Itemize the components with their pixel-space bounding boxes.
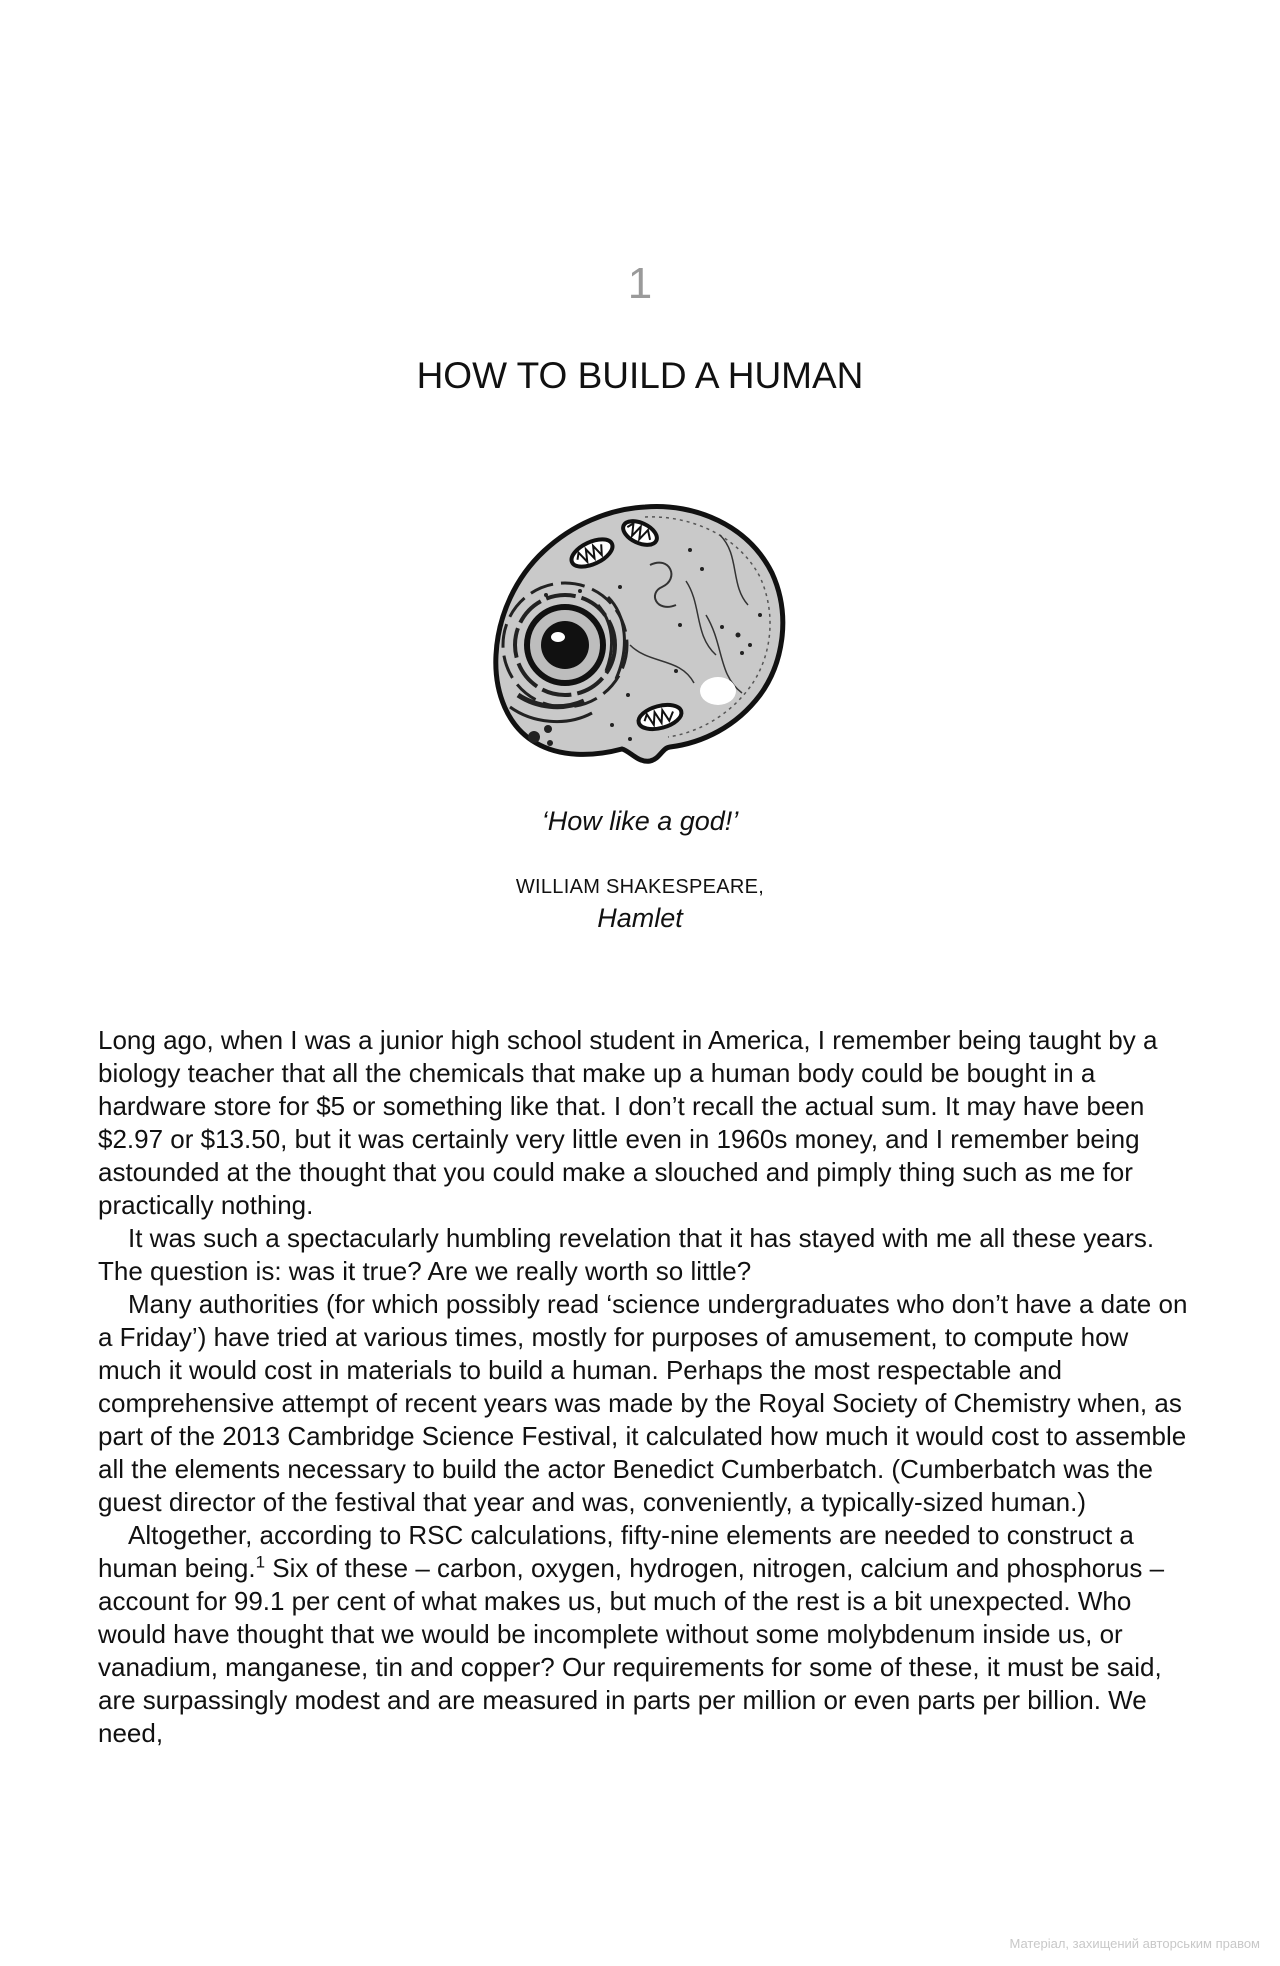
epigraph-quote: ‘How like a god!’ [541,806,739,836]
paragraph-4-text-a: Altogether, according to RSC calculations, fifty-nine elements are needed to construct a human being. [98,1520,1134,1583]
paragraph-2: It was such a spectacularly humbling revelation that it has stayed with me all these years. The question is: was it true? Are we really worth so little? [98,1223,1155,1286]
copyright-watermark: Матеріал, захищений авторським правом [1009,1936,1260,1951]
paragraph-4 [98,1519,1188,1750]
footnote-reference[interactable]: 1 [255,1552,266,1572]
epigraph-author: WILLIAM SHAKESPEARE, [515,876,765,898]
paragraph-4-text-b: Six of these – carbon, oxygen, hydrogen, nitrogen, calcium and phosphorus – account for 99.1 per cent of what makes us, but much of the rest is a bit unexpected. Who would have thought that we would be incomplete without some molybdenum inside us, or vanadium, manganese, tin and copper? Our requirements for some of these, it must be said, are surpassingly modest and are measured in parts per million or even parts per billion. We need, [98,1553,1165,1748]
human-cell-illustration [480,495,800,780]
chapter-body [98,1024,1188,1750]
paragraph-3: Many authorities (for which possibly read ‘science undergraduates who don’t have a date on a Friday’) have tried at various times, mostly for purposes of amusement, to compute how much it would cost in materials to build a human. Perhaps the most respectable and comprehensive attempt of recent years was made by the Royal Society of Chemistry when, as part of the 2013 Cambridge Science Festival, it calculated how much it would cost to assemble all the elements necessary to build the actor Benedict Cumberbatch. (Cumberbatch was the guest director of the festival that year and was, conveniently, a typically-sized human.) [98,1289,1188,1517]
paragraph-1: Long ago, when I was a junior high school student in America, I remember being taught by a biology teacher that all the chemicals that make up a human body could be bought in a hardware store for $5 or something like that. I don’t recall the actual sum. It may have been $2.97 or $13.50, but it was certainly very little even in 1960s money, and I remember being astounded at the thought that you could make a slouched and pimply thing such as me for practically nothing. [98,1025,1158,1220]
epigraph-work: Hamlet [597,903,683,933]
chapter-title: HOW TO BUILD A HUMAN [416,355,864,396]
chapter-number: 1 [627,259,653,308]
